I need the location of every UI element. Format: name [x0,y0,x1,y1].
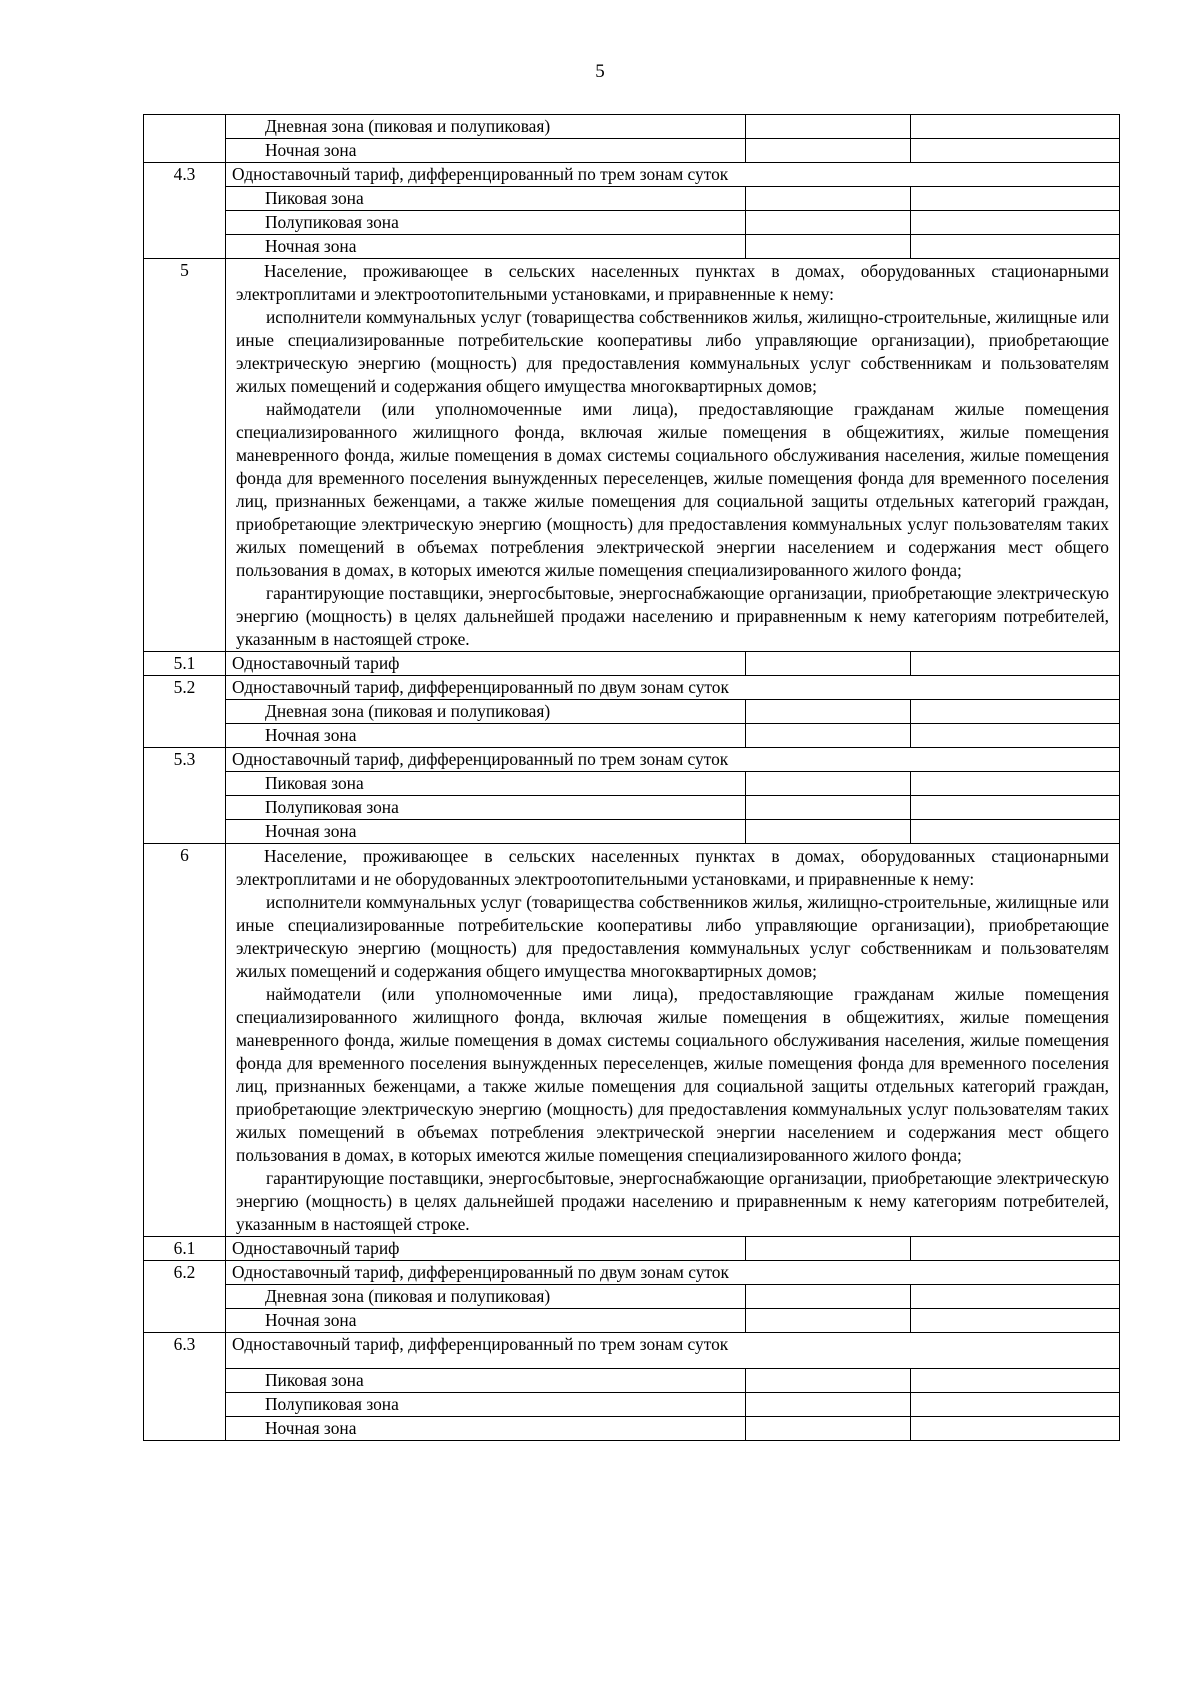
value-cell [911,700,1120,724]
value-cell [746,235,911,259]
value-cell [911,724,1120,748]
table-row [144,1309,1120,1333]
value-cell [746,1237,911,1261]
description-paragraph: Население, проживающее в сельских населенных пунктах в домах, оборудованных стационарными электроплитами и электроотопительными установками, и приравненные к нему: [236,261,1109,304]
value-cell [746,1285,911,1309]
value-cell [911,235,1120,259]
value-cell [746,652,911,676]
value-cell [911,1369,1120,1393]
table-row [144,259,1120,652]
table-row [144,700,1120,724]
table-row [144,1285,1120,1309]
table-row [144,1369,1120,1393]
tariff-label: Одноставочный тариф, дифференцированный по трем зонам суток [226,1333,1120,1369]
zone-label: Ночная зона [226,724,746,748]
value-cell [911,139,1120,163]
value-cell [911,1417,1120,1441]
value-cell [746,796,911,820]
value-cell [746,187,911,211]
zone-label: Пиковая зона [226,772,746,796]
tariff-label: Одноставочный тариф [226,652,746,676]
value-cell [746,724,911,748]
table-row [144,187,1120,211]
tariff-label: Одноставочный тариф, дифференцированный по двум зонам суток [226,1261,1120,1285]
table-row [144,163,1120,187]
row-number: 5 [144,259,226,652]
value-cell [746,1393,911,1417]
row-number: 5.1 [144,652,226,676]
description-paragraph: гарантирующие поставщики, энергосбытовые, энергоснабжающие организации, приобретающие электрическую энергию (мощность) в целях дальнейшей продажи населению и приравненным к нему категориям потребителей, указанным в настоящей строке. [236,583,1109,649]
table-row [144,1393,1120,1417]
value-cell [746,820,911,844]
value-cell [911,1393,1120,1417]
value-cell [911,1237,1120,1261]
description-paragraph: гарантирующие поставщики, энергосбытовые, энергоснабжающие организации, приобретающие электрическую энергию (мощность) в целях дальнейшей продажи населению и приравненным к нему категориям потребителей, указанным в настоящей строке. [236,1168,1109,1234]
tariff-label: Одноставочный тариф, дифференцированный по двум зонам суток [226,676,1120,700]
category-description [226,844,1120,1237]
value-cell [911,772,1120,796]
row-number: 6.3 [144,1333,226,1441]
table-row [144,796,1120,820]
zone-label: Дневная зона (пиковая и полупиковая) [226,115,746,139]
table-row [144,1333,1120,1369]
value-cell [911,1309,1120,1333]
zone-label: Ночная зона [226,1417,746,1441]
table-row [144,772,1120,796]
value-cell [911,652,1120,676]
row-number: 6.2 [144,1261,226,1333]
value-cell [746,1309,911,1333]
zone-label: Ночная зона [226,235,746,259]
row-number: 4.3 [144,163,226,259]
value-cell [746,772,911,796]
zone-label: Дневная зона (пиковая и полупиковая) [226,1285,746,1309]
value-cell [911,1285,1120,1309]
value-cell [746,700,911,724]
description-paragraph: наймодатели (или уполномоченные ими лица), предоставляющие гражданам жилые помещения специализированного жилищного фонда, включая жилые помещения в общежитиях, жилые помещения маневренного фонда, жилые помещения в домах системы социального обслуживания населения, жилые помещения фонда для временного поселения вынужденных переселенцев, жилые помещения фонда для временного поселения лиц, признанных беженцами, а также жилые помещения для социальной защиты отдельных категорий граждан, приобретающие электрическую энергию (мощность) для предоставления коммунальных услуг пользователям таких жилых помещений в объемах потребления электрической энергии населением и содержания мест общего пользования в домах, в которых имеются жилые помещения специализированного жилого фонда; [236,399,1109,580]
row-number: 5.3 [144,748,226,844]
tariff-table [143,114,1120,1441]
description-paragraph: наймодатели (или уполномоченные ими лица), предоставляющие гражданам жилые помещения специализированного жилищного фонда, включая жилые помещения в общежитиях, жилые помещения маневренного фонда, жилые помещения в домах системы социального обслуживания населения, жилые помещения фонда для временного поселения вынужденных переселенцев, жилые помещения фонда для временного поселения лиц, признанных беженцами, а также жилые помещения для социальной защиты отдельных категорий граждан, приобретающие электрическую энергию (мощность) для предоставления коммунальных услуг пользователям таких жилых помещений в объемах потребления электрической энергии населением и содержания мест общего пользования в домах, в которых имеются жилые помещения специализированного жилого фонда; [236,984,1109,1165]
value-cell [911,796,1120,820]
description-paragraph: исполнители коммунальных услуг (товарищества собственников жилья, жилищно-строительные, жилищные или иные специализированные потребительские кооперативы либо управляющие организации), приобретающие электрическую энергию (мощность) для предоставления коммунальных услуг собственникам и пользователям жилых помещений и содержания общего имущества многоквартирных домов; [236,307,1109,396]
page-number: 5 [595,61,605,82]
zone-label: Дневная зона (пиковая и полупиковая) [226,700,746,724]
value-cell [911,187,1120,211]
table-row [144,235,1120,259]
value-cell [746,211,911,235]
zone-label: Полупиковая зона [226,211,746,235]
table-row [144,1261,1120,1285]
table-row [144,211,1120,235]
zone-label: Полупиковая зона [226,1393,746,1417]
table-row [144,724,1120,748]
zone-label: Ночная зона [226,1309,746,1333]
table-row [144,115,1120,139]
table-row [144,652,1120,676]
zone-label: Полупиковая зона [226,796,746,820]
zone-label: Ночная зона [226,820,746,844]
row-number: 6 [144,844,226,1237]
row-number-cell [144,115,226,163]
value-cell [911,820,1120,844]
tariff-label: Одноставочный тариф, дифференцированный по трем зонам суток [226,163,1120,187]
table-row [144,1237,1120,1261]
tariff-label: Одноставочный тариф [226,1237,746,1261]
category-description [226,259,1120,652]
row-number: 5.2 [144,676,226,748]
description-paragraph: исполнители коммунальных услуг (товарищества собственников жилья, жилищно-строительные, жилищные или иные специализированные потребительские кооперативы либо управляющие организации), приобретающие электрическую энергию (мощность) для предоставления коммунальных услуг собственникам и пользователям жилых помещений и содержания общего имущества многоквартирных домов; [236,892,1109,981]
table-row [144,844,1120,1237]
zone-label: Ночная зона [226,139,746,163]
row-number: 6.1 [144,1237,226,1261]
table-row [144,139,1120,163]
zone-label: Пиковая зона [226,1369,746,1393]
value-cell [746,1369,911,1393]
tariff-label: Одноставочный тариф, дифференцированный по трем зонам суток [226,748,1120,772]
zone-label: Пиковая зона [226,187,746,211]
value-cell [746,1417,911,1441]
value-cell [911,211,1120,235]
table-row [144,1417,1120,1441]
value-cell [746,139,911,163]
table-row [144,676,1120,700]
table-row [144,820,1120,844]
value-cell [746,115,911,139]
value-cell [911,115,1120,139]
table-row [144,748,1120,772]
description-paragraph: Население, проживающее в сельских населенных пунктах в домах, оборудованных стационарными электроплитами и не оборудованных электроотопительными установками, и приравненные к нему: [236,846,1109,889]
